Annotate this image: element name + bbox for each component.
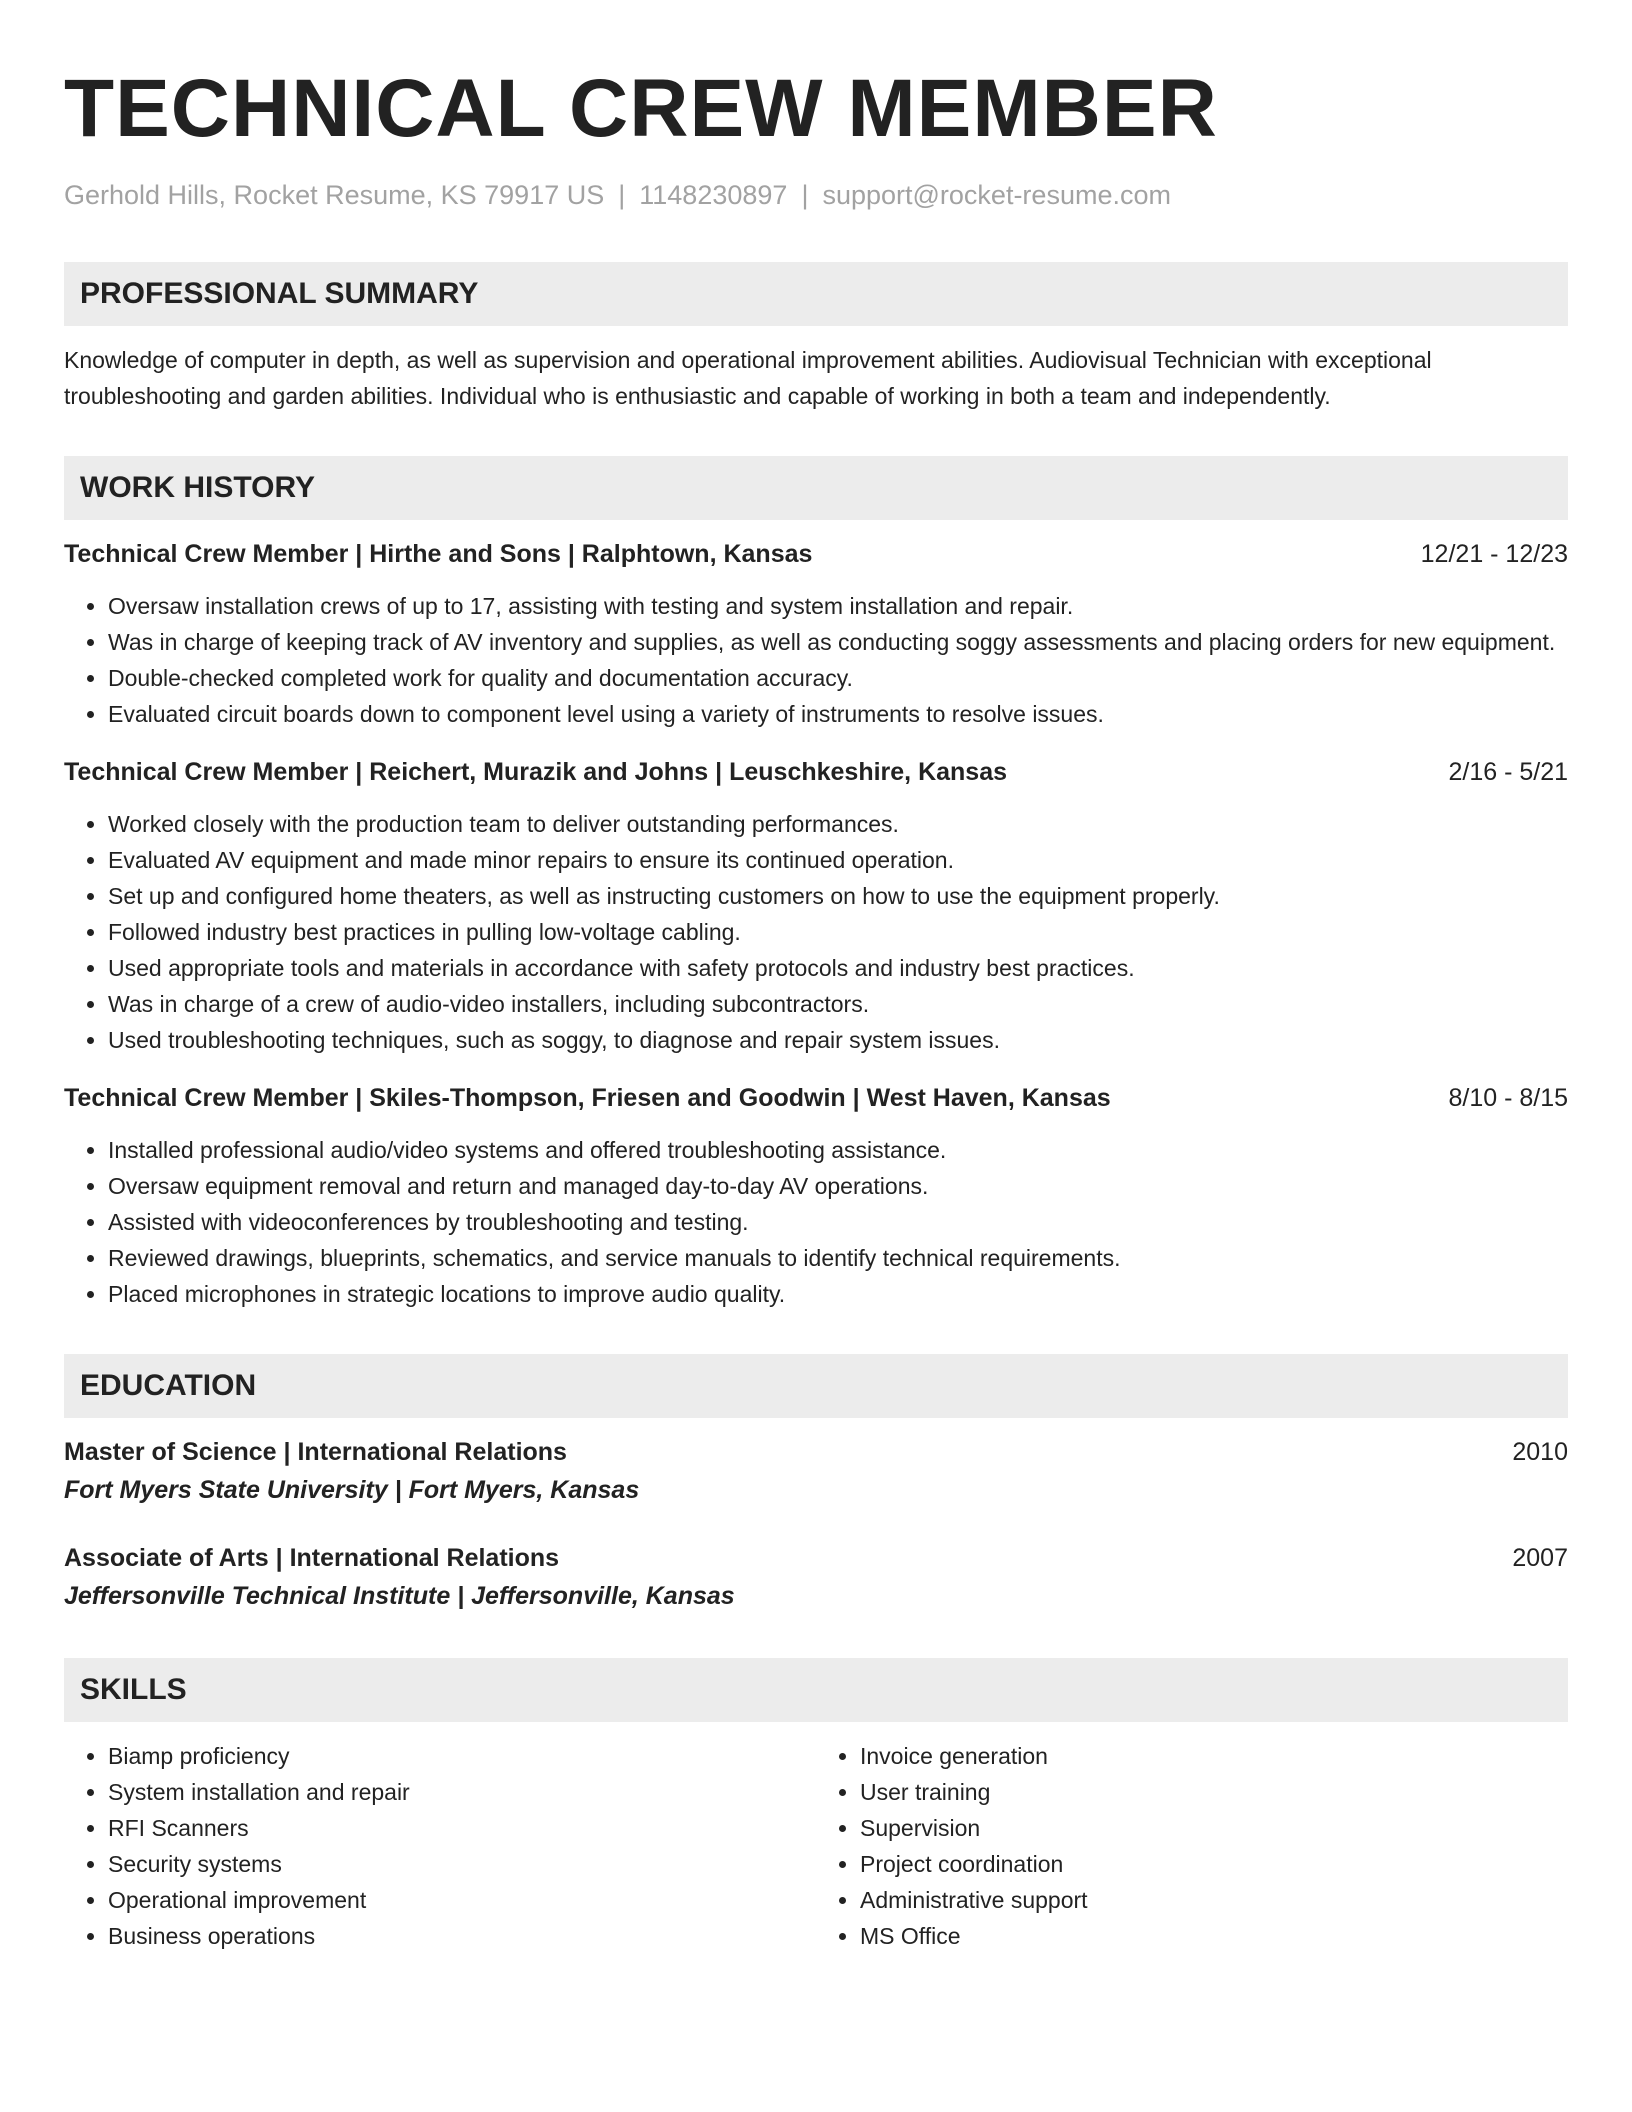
summary-heading: PROFESSIONAL SUMMARY [64, 262, 1568, 326]
contact-phone: 1148230897 [639, 180, 788, 210]
job-dates: 12/21 - 12/23 [1420, 540, 1568, 568]
list-item: • User training [860, 1774, 1568, 1810]
list-item: • Oversaw installation crews of up to 17, assisting with testing and system installation and repair. [108, 588, 1568, 624]
list-item: • Assisted with videoconferences by troubleshooting and testing. [108, 1204, 1568, 1240]
list-item: • Operational improvement [108, 1882, 816, 1918]
list-item: • Evaluated AV equipment and made minor repairs to ensure its continued operation. [108, 842, 1568, 878]
list-item: • Invoice generation [860, 1738, 1568, 1774]
job-entry [64, 1080, 1568, 1312]
list-item: • RFI Scanners [108, 1810, 816, 1846]
list-item: • Evaluated circuit boards down to component level using a variety of instruments to resolve issues. [108, 696, 1568, 732]
job-title: Technical Crew Member | Skiles-Thompson, Friesen and Goodwin | West Haven, Kansas [64, 1084, 1111, 1112]
job-dates: 8/10 - 8/15 [1448, 1084, 1568, 1112]
job-header [64, 1080, 1568, 1116]
job-title: Technical Crew Member | Reichert, Murazik and Johns | Leuschkeshire, Kansas [64, 758, 1008, 786]
education-header [64, 1434, 1568, 1470]
education-header [64, 1540, 1568, 1576]
list-item: • Set up and configured home theaters, as well as instructing customers on how to use the equipment properly. [108, 878, 1568, 914]
job-dates: 2/16 - 5/21 [1448, 758, 1568, 786]
skills-column-left [64, 1738, 816, 1954]
list-item: • System installation and repair [108, 1774, 816, 1810]
education-entry [64, 1540, 1568, 1616]
list-item: • Security systems [108, 1846, 816, 1882]
job-title: Technical Crew Member | Hirthe and Sons | Ralphtown, Kansas [64, 540, 813, 568]
summary-text: Knowledge of computer in depth, as well as supervision and operational improvement abilities. Audiovisual Technician with exceptional troubleshooting and garden abilities. Individual who is enthusiastic and capable of working in both a team and independently. [64, 347, 1432, 409]
list-item: • Supervision [860, 1810, 1568, 1846]
list-item: • Used appropriate tools and materials in accordance with safety protocols and industry best practices. [108, 950, 1568, 986]
list-item: • Oversaw equipment removal and return and managed day-to-day AV operations. [108, 1168, 1568, 1204]
contact-address: Gerhold Hills, Rocket Resume, KS 79917 US [64, 180, 605, 210]
list-item: • Reviewed drawings, blueprints, schematics, and service manuals to identify technical requirements. [108, 1240, 1568, 1276]
list-item: • Placed microphones in strategic locations to improve audio quality. [108, 1276, 1568, 1312]
contact-separator: | [801, 180, 809, 210]
work-history-heading: WORK HISTORY [64, 456, 1568, 520]
list-item: • Was in charge of a crew of audio-video installers, including subcontractors. [108, 986, 1568, 1022]
list-item: • Used troubleshooting techniques, such as soggy, to diagnose and repair system issues. [108, 1022, 1568, 1058]
work-history-list [64, 536, 1568, 1312]
skills-list [64, 1738, 1568, 1954]
candidate-name: TECHNICAL CREW MEMBER [64, 63, 1218, 154]
education-year: 2007 [1512, 1544, 1568, 1572]
list-item: • Business operations [108, 1918, 816, 1954]
list-item: • Was in charge of keeping track of AV inventory and supplies, as well as conducting soggy assessments and placing orders for new equipment. [108, 624, 1568, 660]
contact-email: support@rocket-resume.com [822, 180, 1171, 210]
list-item: • Project coordination [860, 1846, 1568, 1882]
job-entry [64, 754, 1568, 1058]
skills-heading: SKILLS [64, 1658, 1568, 1722]
job-bullets [64, 588, 1568, 732]
job-bullets [64, 1132, 1568, 1312]
job-entry [64, 536, 1568, 732]
education-year: 2010 [1512, 1438, 1568, 1466]
education-degree: Associate of Arts | International Relations [64, 1544, 560, 1572]
list-item: • Biamp proficiency [108, 1738, 816, 1774]
list-item: • MS Office [860, 1918, 1568, 1954]
list-item: • Worked closely with the production team to deliver outstanding performances. [108, 806, 1568, 842]
education-heading: EDUCATION [64, 1354, 1568, 1418]
education-degree: Master of Science | International Relations [64, 1438, 567, 1466]
list-item: • Administrative support [860, 1882, 1568, 1918]
education-entry [64, 1434, 1568, 1510]
contact-separator: | [618, 180, 626, 210]
education-school: Jeffersonville Technical Institute | Jeffersonville, Kansas [64, 1582, 735, 1610]
list-item: • Double-checked completed work for quality and documentation accuracy. [108, 660, 1568, 696]
list-item: • Followed industry best practices in pulling low-voltage cabling. [108, 914, 1568, 950]
job-header [64, 536, 1568, 572]
list-item: • Installed professional audio/video systems and offered troubleshooting assistance. [108, 1132, 1568, 1168]
skills-column-right [816, 1738, 1568, 1954]
contact-line [64, 180, 1568, 211]
education-school: Fort Myers State University | Fort Myers, Kansas [64, 1476, 640, 1504]
job-bullets [64, 806, 1568, 1058]
job-header [64, 754, 1568, 790]
